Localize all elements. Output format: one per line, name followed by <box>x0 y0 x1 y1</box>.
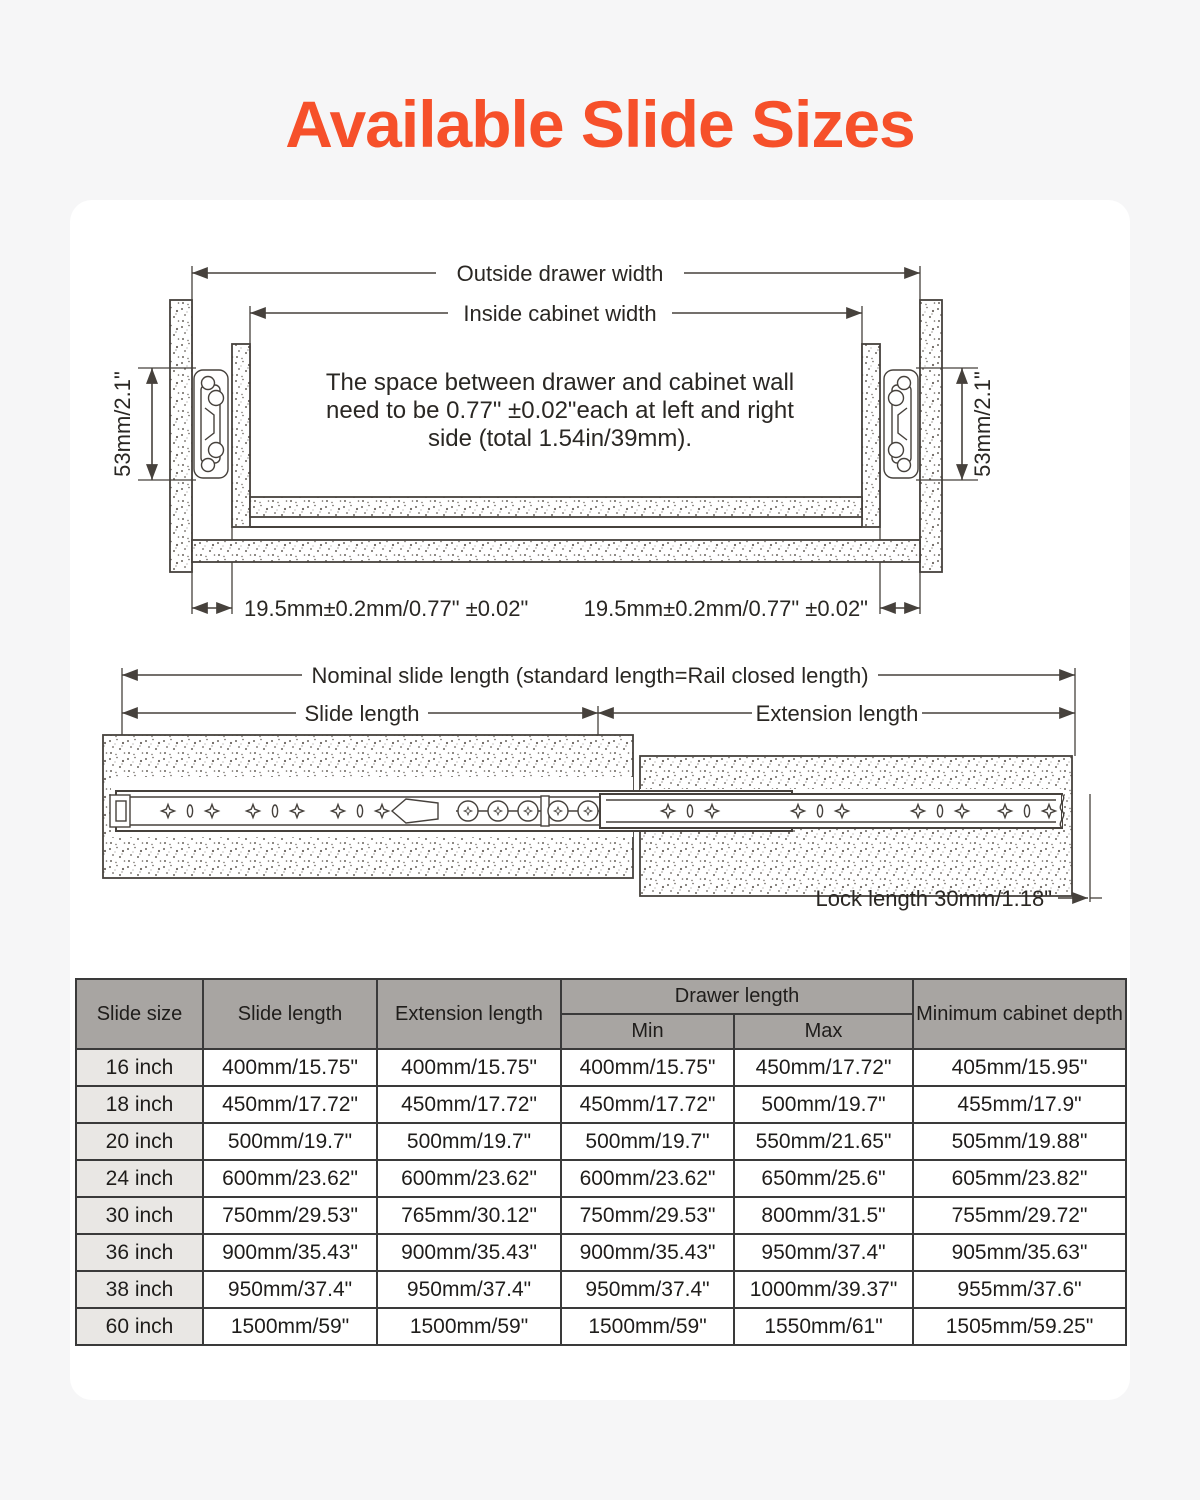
slide-profile-right <box>884 370 918 478</box>
outside-drawer-width-label: Outside drawer width <box>456 261 664 286</box>
size-value-cell: 450mm/17.72" <box>734 1049 913 1086</box>
side-gap-label-right: 19.5mm±0.2mm/0.77" ±0.02" <box>583 596 868 621</box>
slide-size-cell: 24 inch <box>76 1160 203 1197</box>
cabinet-bottom <box>192 540 920 562</box>
table-row <box>76 1160 1126 1197</box>
size-value-cell: 455mm/17.9" <box>913 1086 1126 1123</box>
drawer-bottom <box>250 497 862 517</box>
sizes-table-body <box>76 1049 1126 1345</box>
clearance-note-line3: side (total 1.54in/39mm). <box>427 425 693 452</box>
size-value-cell: 955mm/37.6" <box>913 1271 1126 1308</box>
table-row <box>76 1123 1126 1160</box>
size-value-cell: 500mm/19.7" <box>561 1123 734 1160</box>
table-row <box>76 1271 1126 1308</box>
side-gap-dimension-left <box>192 596 528 621</box>
size-value-cell: 1500mm/59" <box>561 1308 734 1345</box>
size-value-cell: 950mm/37.4" <box>561 1271 734 1308</box>
slide-height-label-left: 53mm/2.1" <box>110 371 135 477</box>
size-value-cell: 900mm/35.43" <box>561 1234 734 1271</box>
slide-height-label-right: 53mm/2.1" <box>970 371 995 477</box>
slide-profile-left <box>194 370 228 478</box>
header-drawer-min: Min <box>561 1014 734 1049</box>
size-value-cell: 605mm/23.82" <box>913 1160 1126 1197</box>
page-title: Available Slide Sizes <box>285 87 915 161</box>
size-value-cell: 1500mm/59" <box>203 1308 377 1345</box>
extension-length-label: Extension length <box>755 701 919 726</box>
sizes-table <box>75 978 1127 1346</box>
length-diagram <box>103 662 1102 911</box>
size-value-cell: 900mm/35.43" <box>377 1234 561 1271</box>
size-value-cell: 400mm/15.75" <box>203 1049 377 1086</box>
nominal-length-label: Nominal slide length (standard length=Rail closed length) <box>311 663 869 688</box>
size-value-cell: 405mm/15.95" <box>913 1049 1126 1086</box>
side-gap-dimension-right <box>584 596 920 621</box>
size-value-cell: 900mm/35.43" <box>203 1234 377 1271</box>
extended-rail <box>600 794 1064 828</box>
size-value-cell: 600mm/23.62" <box>561 1160 734 1197</box>
slide-diagrams <box>70 200 1130 960</box>
slide-size-cell: 16 inch <box>76 1049 203 1086</box>
size-value-cell: 400mm/15.75" <box>561 1049 734 1086</box>
clearance-note-line2: need to be 0.77" ±0.02"each at left and right <box>326 397 794 424</box>
drawer-wall-left <box>232 344 250 527</box>
size-value-cell: 400mm/15.75" <box>377 1049 561 1086</box>
size-value-cell: 450mm/17.72" <box>561 1086 734 1123</box>
side-gap-label-left: 19.5mm±0.2mm/0.77" ±0.02" <box>244 596 529 621</box>
table-row <box>76 1197 1126 1234</box>
size-value-cell: 750mm/29.53" <box>561 1197 734 1234</box>
clearance-note-line1: The space between drawer and cabinet wall <box>325 369 795 396</box>
table-row <box>76 1049 1126 1086</box>
header-slide-size: Slide size <box>76 979 203 1049</box>
slide-size-cell: 18 inch <box>76 1086 203 1123</box>
slide-size-cell: 60 inch <box>76 1308 203 1345</box>
slide-size-cell: 38 inch <box>76 1271 203 1308</box>
header-min-cabinet-depth: Minimum cabinet depth <box>913 979 1126 1049</box>
header-drawer-max: Max <box>734 1014 913 1049</box>
size-value-cell: 765mm/30.12" <box>377 1197 561 1234</box>
size-value-cell: 500mm/19.7" <box>734 1086 913 1123</box>
cabinet-wall-right <box>920 300 942 572</box>
header-slide-length: Slide length <box>203 979 377 1049</box>
size-value-cell: 505mm/19.88" <box>913 1123 1126 1160</box>
size-value-cell: 1550mm/61" <box>734 1308 913 1345</box>
size-value-cell: 905mm/35.63" <box>913 1234 1126 1271</box>
size-value-cell: 500mm/19.7" <box>203 1123 377 1160</box>
cross-section-diagram <box>110 260 995 621</box>
size-value-cell: 550mm/21.65" <box>734 1123 913 1160</box>
size-value-cell: 500mm/19.7" <box>377 1123 561 1160</box>
size-value-cell: 950mm/37.4" <box>203 1271 377 1308</box>
size-value-cell: 600mm/23.62" <box>377 1160 561 1197</box>
table-row <box>76 1086 1126 1123</box>
size-value-cell: 450mm/17.72" <box>377 1086 561 1123</box>
lock-length-label: Lock length 30mm/1.18" <box>815 886 1052 911</box>
size-value-cell: 950mm/37.4" <box>377 1271 561 1308</box>
slide-size-cell: 20 inch <box>76 1123 203 1160</box>
size-value-cell: 600mm/23.62" <box>203 1160 377 1197</box>
size-value-cell: 950mm/37.4" <box>734 1234 913 1271</box>
size-value-cell: 650mm/25.6" <box>734 1160 913 1197</box>
size-value-cell: 800mm/31.5" <box>734 1197 913 1234</box>
size-value-cell: 755mm/29.72" <box>913 1197 1126 1234</box>
slide-size-cell: 36 inch <box>76 1234 203 1271</box>
slide-length-label: Slide length <box>304 701 420 726</box>
size-table-container <box>75 978 1125 1346</box>
header-extension-length: Extension length <box>377 979 561 1049</box>
size-value-cell: 1000mm/39.37" <box>734 1271 913 1308</box>
size-value-cell: 1505mm/59.25" <box>913 1308 1126 1345</box>
size-value-cell: 750mm/29.53" <box>203 1197 377 1234</box>
size-value-cell: 1500mm/59" <box>377 1308 561 1345</box>
size-value-cell: 450mm/17.72" <box>203 1086 377 1123</box>
inside-cabinet-width-label: Inside cabinet width <box>463 301 657 326</box>
drawer-wall-right <box>862 344 880 527</box>
table-row <box>76 1234 1126 1271</box>
table-row <box>76 1308 1126 1345</box>
header-drawer-length: Drawer length <box>561 979 913 1014</box>
cabinet-wall-left <box>170 300 192 572</box>
slide-size-cell: 30 inch <box>76 1197 203 1234</box>
